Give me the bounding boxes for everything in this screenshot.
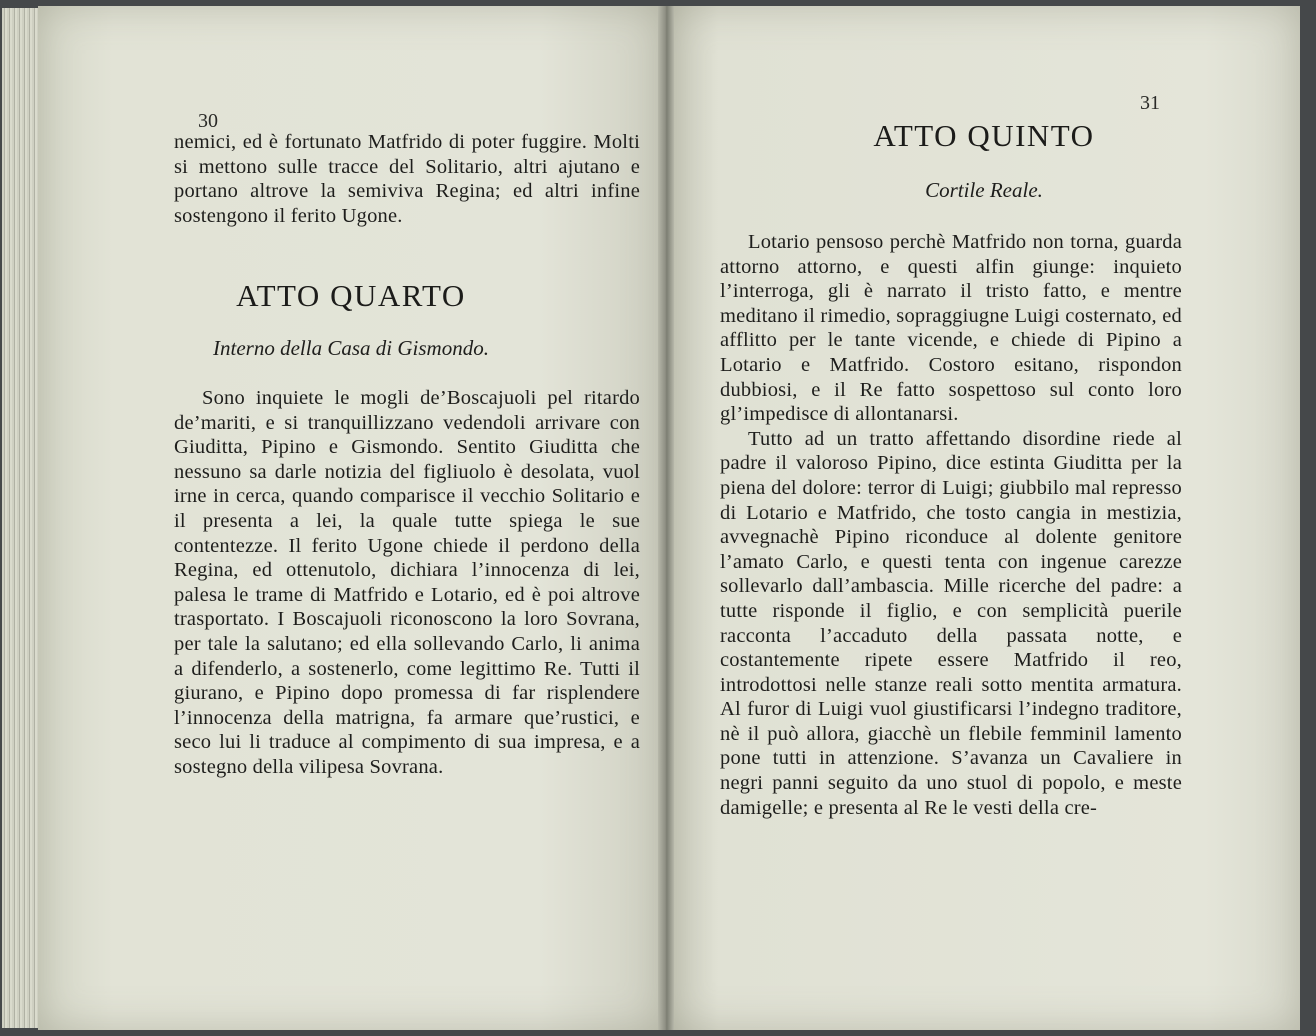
continuation-text — [174, 130, 640, 228]
act-quinto-paragraph-1: Lotario pensoso perchè Matfrido non torna, guarda attorno attorno, e questi alfin giunge: inquieto l’interroga, gli è narrato il tristo fatto, e mentre meditano il rimedio, sopraggiugne Luigi costernato, ed afflitto per le tante vicende, e chiede di Pipino a Lotario e Matfrido. Costoro esitano, rispondon dubbiosi, e il Re fatto sospettoso sul conto loro gl’impedisce di allontanarsi. — [720, 231, 1182, 426]
page-number-left: 30 — [198, 110, 218, 132]
act-quinto-paragraph-2: Tutto ad un tratto affettando disordine riede al padre il valoroso Pipino, dice estinta Giuditta per la piena del dolore: terror di Luigi; giubbilo mal represso di Lotario e Matfrido, che tosto cangia in mestizia, avvegnachè Pipino riconduce al dolente genitore l’amato Carlo, e questi tenta con ingenue carezze sollevarlo dall’ambascia. Mille ricerche del padre: a tutte risponde il figlio, e con semplicità puerile racconta l’accaduto della passata notte, e costantemente ripete essere Matfrido il reo, introdottosi nelle stanze reali sotto mentita armatura. Al furor di Luigi vuol giustificarsi l’indegno traditore, nè il può allora, giacchè un flebile femminil lamento pone tutti in attenzione. S’avanza un Cavaliere in negri panni seguito da uno stuol di popolo, e meste damigelle; e presenta al Re le vesti della cre- — [720, 427, 1182, 819]
continuation-paragraph: nemici, ed è fortunato Matfrido di poter fuggire. Molti si mettono sulle tracce del Solitario, altri ajutano e portano altrove la semiviva Regina; ed altri infine sostengono il ferito Ugone. — [174, 131, 640, 227]
left-page — [38, 6, 664, 1030]
page-edges — [2, 8, 40, 1028]
act-title-quarto: ATTO QUARTO — [236, 278, 466, 313]
page-number-right: 31 — [1140, 92, 1160, 114]
act-quarto-paragraph: Sono inquiete le mogli de’Boscajuoli pel ritardo de’mariti, e si tranquillizzano vedendoli arrivare con Giuditta, Pipino e Gismondo. Sentito Giuditta che nessuno sa darle notizia del figliuolo è desolata, vuol irne in cerca, quando comparisce il vecchio Solitario e il presenta a lei, la quale tutte spiega le sue contentezze. Il ferito Ugone chiede il perdono della Regina, ed ottenutolo, dichiara l’innocenza di lei, palesa le trame di Matfrido e Lotario, ed è poi altrove trasportato. I Boscajuoli riconoscono la loro Sovrana, per tale la salutano; ed ella sollevando Carlo, li anima a difenderlo, a sostenerlo, come legittimo Re. Tutti il giurano, e Pipino dopo promessa di far risplendere l’innocenza della matrigna, fa armare que’rustici, e seco lui li traduce al compimento di sua impresa, e a sostegno della vilipesa Sovrana. — [174, 387, 640, 778]
act-quarto-body — [174, 386, 640, 780]
setting-quinto: Cortile Reale. — [925, 178, 1043, 202]
act-quinto-body — [720, 230, 1182, 820]
book-gutter — [658, 6, 674, 1030]
act-title-quinto: ATTO QUINTO — [873, 118, 1095, 153]
right-page — [668, 6, 1300, 1030]
setting-quarto: Interno della Casa di Gismondo. — [213, 336, 489, 360]
